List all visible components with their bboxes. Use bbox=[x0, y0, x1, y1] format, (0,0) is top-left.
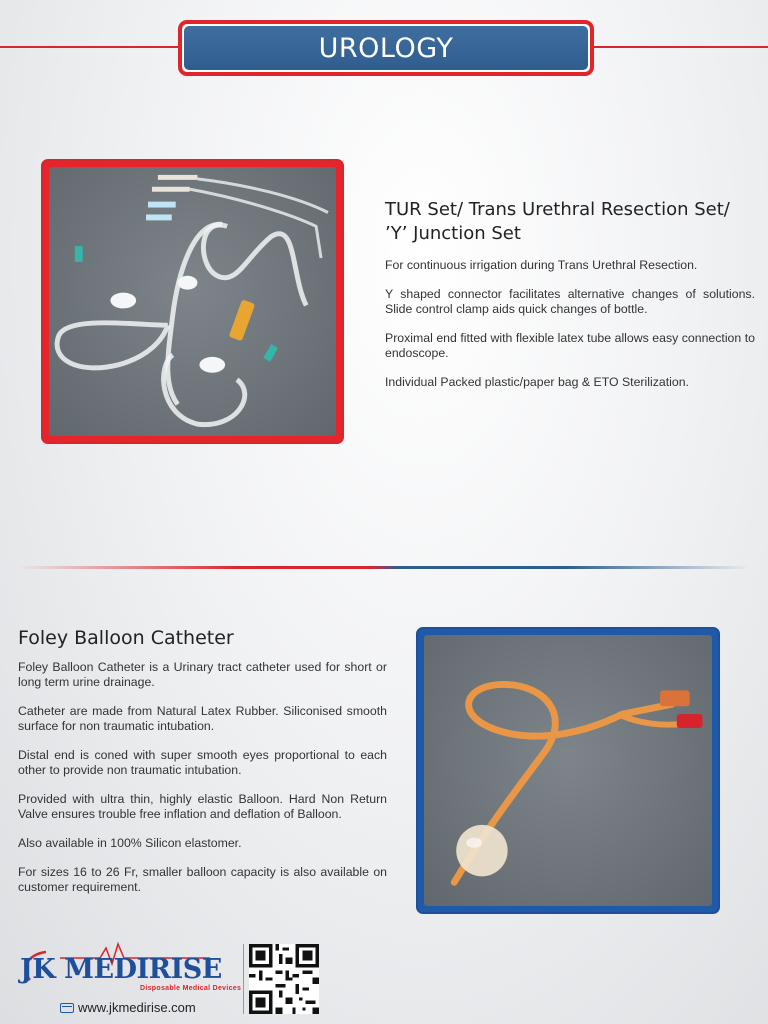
tur-set-title bbox=[385, 198, 755, 246]
web-icon bbox=[60, 1003, 74, 1013]
foley-paragraph-6: For sizes 16 to 26 Fr, smaller balloon capacity is also available on customer requirement. bbox=[18, 865, 387, 894]
foley-paragraph-4: Provided with ultra thin, highly elastic Balloon. Hard Non Return Valve ensures trouble free inflation and deflation of Balloon. bbox=[18, 792, 387, 821]
tur-set-title-line-2: ’Y’ Junction Set bbox=[385, 223, 521, 244]
header-rule-right bbox=[590, 46, 768, 48]
website-link[interactable]: www.jkmedirise.com bbox=[78, 1000, 196, 1015]
foley-catheter-illustration bbox=[424, 635, 712, 906]
header-rule-left bbox=[0, 46, 182, 48]
tur-set-title-line-1: TUR Set/ Trans Urethral Resection Set/ bbox=[385, 199, 730, 220]
section-title: UROLOGY bbox=[318, 32, 454, 64]
tur-set-description bbox=[385, 198, 755, 404]
tur-set-paragraph-2: Y shaped connector facilitates alternative changes of solutions. Slide control clamp aids quick changes of bottle. bbox=[385, 287, 755, 316]
brand-name: JK MEDIRISE bbox=[20, 954, 222, 985]
tur-set-photo bbox=[49, 167, 336, 436]
tur-set-paragraph-3: Proximal end fitted with flexible latex tube allows easy connection to endoscope. bbox=[385, 331, 755, 360]
foley-catheter-description bbox=[18, 626, 387, 909]
section-divider bbox=[18, 566, 750, 569]
foley-paragraph-2: Catheter are made from Natural Latex Rubber. Siliconised smooth surface for non traumatic intubation. bbox=[18, 704, 387, 733]
website-row[interactable] bbox=[60, 1000, 196, 1015]
brand-logo bbox=[20, 940, 242, 1020]
qr-code-graphic bbox=[249, 944, 319, 1014]
footer-separator bbox=[243, 944, 244, 1014]
qr-code-icon[interactable] bbox=[249, 944, 319, 1014]
section-banner bbox=[178, 20, 594, 76]
foley-paragraph-3: Distal end is coned with super smooth eyes proportional to each other to provide non traumatic intubation. bbox=[18, 748, 387, 777]
tur-set-illustration bbox=[49, 167, 336, 436]
foley-paragraph-1: Foley Balloon Catheter is a Urinary tract catheter used for short or long term urine drainage. bbox=[18, 660, 387, 689]
tur-set-paragraph-4: Individual Packed plastic/paper bag & ETO Sterilization. bbox=[385, 375, 689, 389]
tur-set-image-frame bbox=[41, 159, 344, 444]
foley-catheter-image-frame bbox=[416, 627, 720, 914]
foley-catheter-photo bbox=[424, 635, 712, 906]
tur-set-paragraph-1: For continuous irrigation during Trans Urethral Resection. bbox=[385, 258, 698, 272]
brand-tagline: Disposable Medical Devices bbox=[140, 985, 242, 992]
foley-paragraph-5: Also available in 100% Silicon elastomer. bbox=[18, 836, 242, 850]
section-banner-inner bbox=[184, 26, 588, 70]
foley-catheter-title: Foley Balloon Catheter bbox=[18, 627, 234, 649]
